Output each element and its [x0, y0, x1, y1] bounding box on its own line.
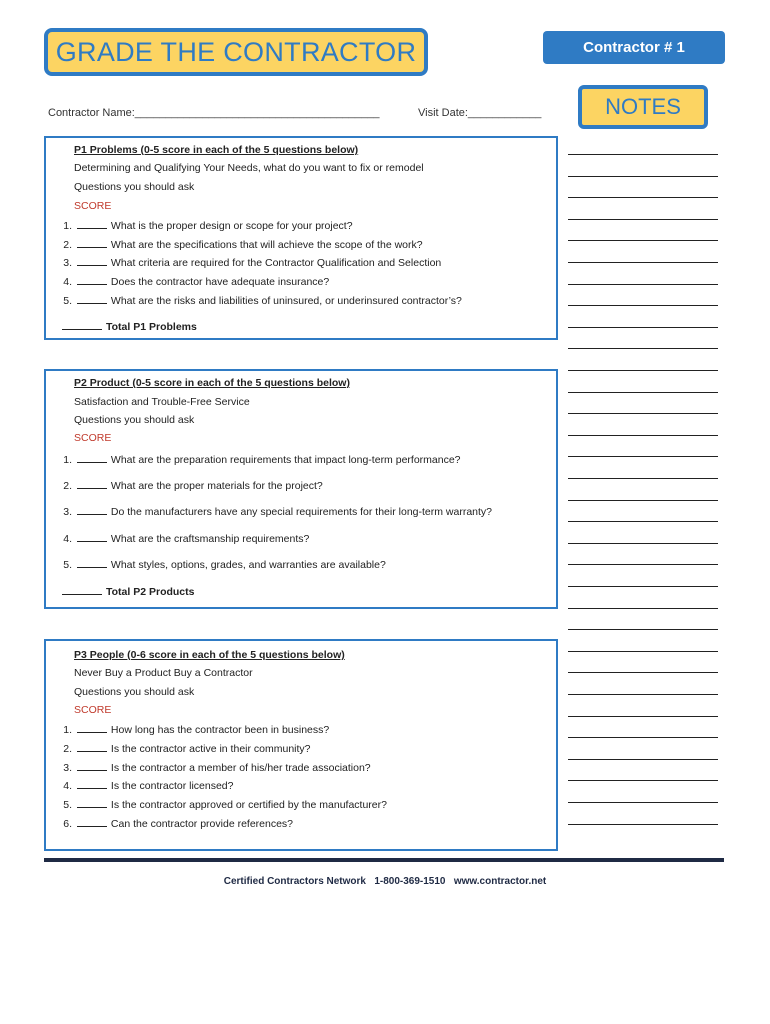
p3-question-4[interactable] — [62, 779, 234, 792]
notes-line[interactable] — [568, 348, 718, 349]
p2-subtitle: Satisfaction and Trouble-Free Service — [74, 396, 250, 408]
p1-total[interactable] — [62, 320, 197, 333]
p1-question-4[interactable] — [62, 275, 329, 288]
question-text: What styles, options, grades, and warranties are available? — [110, 559, 386, 571]
p1-question-1[interactable] — [62, 219, 353, 232]
p2-question-1[interactable] — [62, 453, 461, 466]
notes-line[interactable] — [568, 780, 718, 781]
question-number: 3. — [63, 506, 72, 518]
notes-line[interactable] — [568, 435, 718, 436]
p3-question-2[interactable] — [62, 742, 311, 755]
question-number: 2. — [63, 239, 72, 251]
question-number: 5. — [63, 799, 72, 811]
notes-line[interactable] — [568, 197, 718, 198]
notes-line[interactable] — [568, 759, 718, 760]
p3-question-5[interactable] — [62, 798, 387, 811]
p2-total[interactable] — [62, 585, 195, 598]
contractor-number-badge: Contractor # 1 — [543, 31, 725, 64]
score-blank[interactable] — [77, 558, 107, 568]
notes-line[interactable] — [568, 284, 718, 285]
question-number: 4. — [63, 276, 72, 288]
question-number: 4. — [63, 533, 72, 545]
p2-question-5[interactable] — [62, 558, 386, 571]
score-blank[interactable] — [77, 798, 107, 808]
score-blank[interactable] — [77, 742, 107, 752]
visit-date-field[interactable]: Visit Date:____________ — [418, 107, 542, 119]
p3-score-label: SCORE — [74, 704, 112, 716]
p3-question-3[interactable] — [62, 761, 371, 774]
notes-line[interactable] — [568, 543, 718, 544]
p1-subtitle: Determining and Qualifying Your Needs, what do you want to fix or remodel — [74, 162, 424, 174]
p1-score-label: SCORE — [74, 200, 112, 212]
notes-line[interactable] — [568, 608, 718, 609]
score-blank[interactable] — [77, 817, 107, 827]
question-text: Is the contractor a member of his/her trade association? — [110, 762, 371, 774]
question-number: 3. — [63, 257, 72, 269]
footer-contact: Certified Contractors Network 1-800-369-1510 www.contractor.net — [223, 876, 547, 887]
p3-ask: Questions you should ask — [74, 686, 195, 698]
notes-line[interactable] — [568, 240, 718, 241]
question-number: 1. — [63, 220, 72, 232]
p2-total-label: Total P2 Products — [106, 586, 195, 598]
question-text: Can the contractor provide references? — [110, 818, 294, 830]
notes-line[interactable] — [568, 586, 718, 587]
notes-line[interactable] — [568, 716, 718, 717]
question-text: Do the manufacturers have any special requirements for their long-term warranty? — [110, 506, 493, 518]
total-blank[interactable] — [62, 320, 102, 330]
notes-line[interactable] — [568, 154, 718, 155]
score-blank[interactable] — [77, 219, 107, 229]
question-text: What is the proper design or scope for your project? — [110, 220, 353, 232]
notes-line[interactable] — [568, 672, 718, 673]
score-blank[interactable] — [77, 256, 107, 266]
notes-line[interactable] — [568, 392, 718, 393]
question-text: What are the craftsmanship requirements? — [110, 533, 310, 545]
p2-question-4[interactable] — [62, 532, 309, 545]
notes-line[interactable] — [568, 629, 718, 630]
notes-line[interactable] — [568, 737, 718, 738]
notes-line[interactable] — [568, 478, 718, 479]
p1-problems-section — [44, 136, 558, 340]
p2-question-3[interactable] — [62, 505, 492, 518]
notes-line[interactable] — [568, 651, 718, 652]
p1-question-3[interactable] — [62, 256, 441, 269]
notes-line[interactable] — [568, 521, 718, 522]
question-text: What are the preparation requirements that impact long-term performance? — [110, 454, 461, 466]
notes-line[interactable] — [568, 219, 718, 220]
score-blank[interactable] — [77, 453, 107, 463]
question-text: What criteria are required for the Contractor Qualification and Selection — [110, 257, 442, 269]
score-blank[interactable] — [77, 761, 107, 771]
score-blank[interactable] — [77, 505, 107, 515]
notes-line[interactable] — [568, 824, 718, 825]
notes-line[interactable] — [568, 370, 718, 371]
p3-subtitle: Never Buy a Product Buy a Contractor — [74, 667, 253, 679]
notes-line[interactable] — [568, 500, 718, 501]
question-number: 3. — [63, 762, 72, 774]
score-blank[interactable] — [77, 479, 107, 489]
notes-line[interactable] — [568, 694, 718, 695]
total-blank[interactable] — [62, 585, 102, 595]
p2-heading: P2 Product (0-5 score in each of the 5 questions below) — [74, 377, 350, 389]
p2-product-section — [44, 369, 558, 609]
score-blank[interactable] — [77, 532, 107, 542]
question-number: 5. — [63, 559, 72, 571]
bottom-divider — [44, 858, 724, 862]
notes-line[interactable] — [568, 305, 718, 306]
question-text: What are the proper materials for the project? — [110, 480, 323, 492]
p3-question-6[interactable] — [62, 817, 293, 830]
p1-heading: P1 Problems (0-5 score in each of the 5 questions below) — [74, 144, 359, 156]
question-number: 6. — [63, 818, 72, 830]
p2-question-2[interactable] — [62, 479, 323, 492]
notes-banner — [578, 85, 708, 129]
question-number: 2. — [63, 480, 72, 492]
notes-title: NOTES — [605, 94, 681, 119]
question-text: What are the specifications that will achieve the scope of the work? — [110, 239, 423, 251]
p2-ask: Questions you should ask — [74, 414, 195, 426]
notes-line[interactable] — [568, 802, 718, 803]
question-text: Does the contractor have adequate insurance? — [110, 276, 330, 288]
page-title: GRADE THE CONTRACTOR — [55, 36, 417, 67]
notes-line[interactable] — [568, 327, 718, 328]
question-number: 4. — [63, 780, 72, 792]
question-text: Is the contractor approved or certified by the manufacturer? — [110, 799, 387, 811]
notes-line[interactable] — [568, 456, 718, 457]
p3-question-1[interactable] — [62, 723, 329, 736]
p2-score-label: SCORE — [74, 432, 112, 444]
contractor-name-field[interactable]: Contractor Name:________________________________________ — [48, 107, 380, 119]
score-blank[interactable] — [77, 723, 107, 733]
notes-line[interactable] — [568, 413, 718, 414]
p1-ask: Questions you should ask — [74, 181, 195, 193]
p3-people-section — [44, 639, 558, 851]
notes-line[interactable] — [568, 564, 718, 565]
question-text: Is the contractor active in their community? — [110, 743, 311, 755]
notes-line[interactable] — [568, 176, 718, 177]
question-number: 1. — [63, 724, 72, 736]
score-blank[interactable] — [77, 294, 107, 304]
title-banner — [44, 28, 428, 76]
score-blank[interactable] — [77, 238, 107, 248]
question-number: 1. — [63, 454, 72, 466]
question-number: 5. — [63, 295, 72, 307]
p1-total-label: Total P1 Problems — [106, 321, 197, 333]
question-number: 2. — [63, 743, 72, 755]
score-blank[interactable] — [77, 275, 107, 285]
p1-question-2[interactable] — [62, 238, 423, 251]
question-text: How long has the contractor been in business? — [110, 724, 330, 736]
p3-heading: P3 People (0-6 score in each of the 5 questions below) — [74, 649, 345, 661]
notes-line[interactable] — [568, 262, 718, 263]
question-text: Is the contractor licensed? — [110, 780, 234, 792]
score-blank[interactable] — [77, 779, 107, 789]
question-text: What are the risks and liabilities of uninsured, or underinsured contractor’s? — [110, 295, 462, 307]
p1-question-5[interactable] — [62, 294, 462, 307]
